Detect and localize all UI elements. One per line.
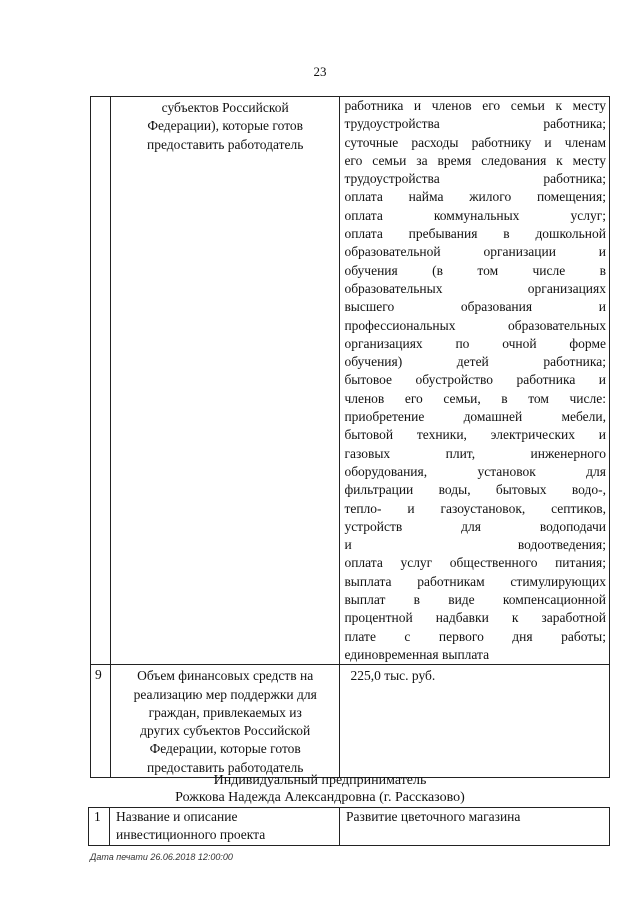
support-measure-line: организациях по очной форме — [344, 335, 606, 351]
support-measure-line: обучения) детей работника; — [344, 354, 606, 370]
table-row-1 — [89, 808, 610, 846]
investment-project-table — [88, 807, 610, 846]
support-measures-table — [90, 96, 610, 778]
row-number: 9 — [95, 667, 102, 683]
support-measures-list — [340, 97, 609, 664]
row-name-line: предоставить работодатель — [146, 136, 304, 152]
support-measure-line: трудоустройства работника; — [344, 171, 606, 187]
support-measure-line: профессиональных образовательных — [344, 317, 606, 333]
support-measure-line: фильтрации воды, бытовых водо-, — [344, 482, 606, 498]
funding-amount: 225,0 тыс. руб. — [350, 668, 436, 684]
support-measure-line: суточные расходы работнику и членам — [344, 134, 606, 150]
support-measure-line: и водоотведения; — [344, 537, 606, 553]
support-measure-line: единовременная выплата — [344, 646, 490, 662]
row-value-cell — [340, 808, 610, 846]
row-name-line: предоставить работодатель — [146, 759, 304, 775]
row-name-line: Федерации, которые готов — [149, 741, 301, 757]
row-name-line: инвестиционного проекта — [116, 827, 266, 843]
row-name-cell — [110, 808, 340, 846]
support-measure-line: образовательной организации и — [344, 244, 606, 260]
support-measure-line: образовательных организациях — [344, 280, 606, 296]
row-name-text — [111, 97, 340, 154]
row-name-text — [111, 665, 340, 777]
row-name-line: реализацию мер поддержки для — [133, 686, 317, 702]
support-measure-line: оплата пребывания в дошкольной — [344, 226, 606, 242]
support-measure-line: обучения (в том числе в — [344, 262, 606, 278]
row-name-line: Федерации), которые готов — [147, 118, 304, 134]
row-name-line: других субъектов Российской — [140, 723, 311, 739]
support-measure-line: оборудования, установок для — [344, 463, 606, 479]
row-name-line: субъектов Российской — [161, 100, 289, 115]
page-number: 23 — [313, 64, 327, 79]
support-measure-line: высшего образования и — [344, 299, 606, 315]
support-measure-line: выплат в виде компенсационной — [344, 592, 606, 608]
support-measure-line: трудоустройства работника; — [344, 116, 606, 132]
row-name-line: Объем финансовых средств на — [137, 668, 314, 684]
project-name: Развитие цветочного магазина — [346, 809, 521, 824]
support-measure-line: его семьи за время следования к месту — [344, 152, 606, 168]
entrepreneur-name: Рожкова Надежда Александровна (г. Рассказово) — [175, 790, 465, 805]
support-measure-line: бытовое обустройство работника и — [344, 372, 606, 388]
support-measure-line: плате с первого дня работы; — [344, 628, 606, 644]
support-measure-line: бытовой техники, электрических и — [344, 427, 606, 443]
row-number-cell — [91, 665, 111, 778]
support-measure-line: приобретение домашней мебели, — [344, 409, 606, 425]
table-row-9 — [91, 665, 610, 778]
row-name-cell — [110, 97, 340, 665]
row-name-cell — [110, 665, 340, 778]
support-measure-line: тепло- и газоустановок, септиков, — [344, 500, 606, 516]
row-number-cell — [89, 808, 110, 846]
support-measure-line: оплата услуг общественного питания; — [344, 555, 606, 571]
row-value-cell — [340, 665, 610, 778]
support-measure-line: работника и членов его семьи к месту — [344, 98, 606, 113]
print-date: Дата печати 26.06.2018 12:00:00 — [90, 852, 233, 862]
row-name-line: Название и описание — [116, 809, 238, 824]
entrepreneur-title: Индивидуальный предприниматель — [213, 773, 427, 788]
table-row-continued — [91, 97, 610, 665]
support-measure-line: устройств для водоподачи — [344, 518, 606, 534]
row-number-cell — [91, 97, 111, 665]
support-measure-line: газовых плит, инженерного — [344, 445, 606, 461]
support-measure-line: оплата найма жилого помещения; — [344, 189, 606, 205]
row-name-line: граждан, привлекаемых из — [148, 704, 302, 720]
support-measure-line: процентной надбавки к заработной — [344, 610, 606, 626]
row-number: 1 — [94, 809, 101, 824]
support-measure-line: членов его семьи, в том числе: — [344, 390, 606, 406]
support-measure-line: выплата работникам стимулирующих — [344, 573, 606, 589]
row-name-text — [110, 808, 339, 845]
support-measure-line: оплата коммунальных услуг; — [344, 207, 606, 223]
row-value-cell — [340, 97, 610, 665]
